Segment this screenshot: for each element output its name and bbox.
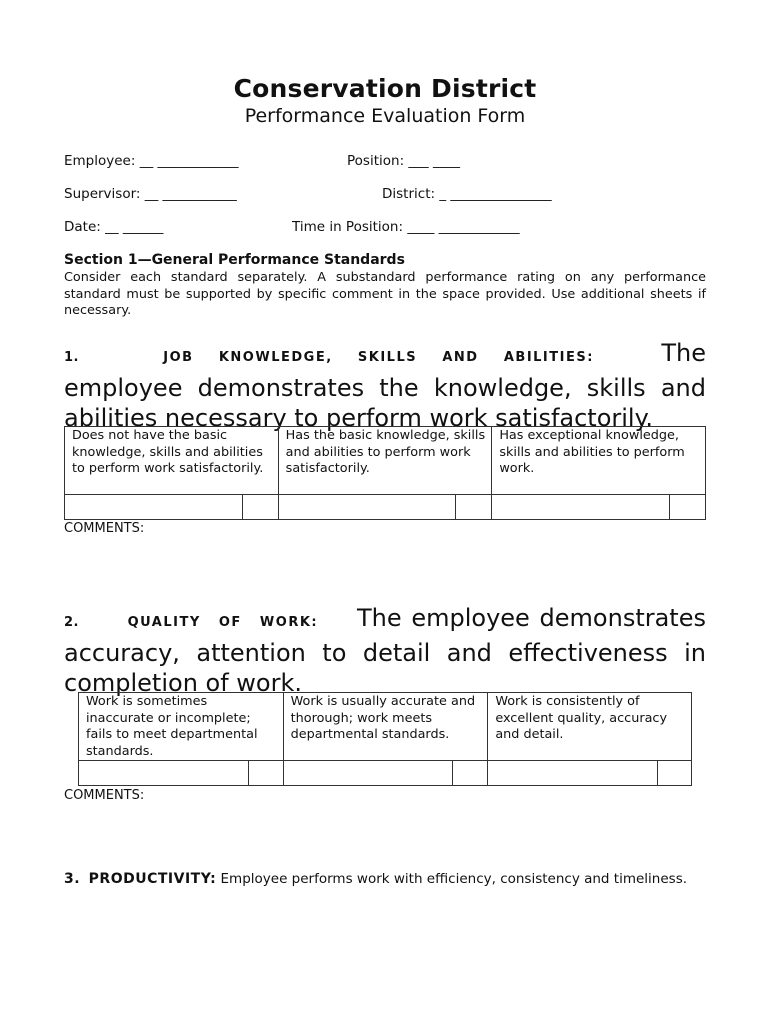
document-title: Conservation District bbox=[233, 74, 537, 103]
rating-description: Work is usually accurate and thorough; work meets departmental standards. bbox=[283, 693, 488, 761]
rating-description: Has exceptional knowledge, skills and abilities to perform work. bbox=[492, 427, 706, 495]
position-field[interactable]: Position: ___ ____ bbox=[347, 153, 460, 169]
district-field[interactable]: District: _ _______________ bbox=[382, 186, 552, 202]
rating-checkbox[interactable] bbox=[658, 761, 692, 786]
rating-table-2 bbox=[78, 692, 692, 786]
rating-entry-cell[interactable] bbox=[79, 761, 249, 786]
supervisor-field[interactable]: Supervisor: __ ___________ bbox=[64, 186, 237, 202]
rating-entry-cell[interactable] bbox=[65, 495, 243, 520]
criterion-number: 3. bbox=[64, 871, 81, 887]
time-in-position-field[interactable]: Time in Position: ____ ____________ bbox=[292, 219, 520, 235]
criterion-text: The employee demonstrates accuracy, attention to detail and effectiveness in completion of work. bbox=[64, 604, 706, 697]
criterion-label: PRODUCTIVITY: bbox=[88, 871, 217, 887]
rating-checkbox[interactable] bbox=[670, 495, 706, 520]
rating-description: Does not have the basic knowledge, skills and abilities to perform work satisfactorily. bbox=[65, 427, 279, 495]
criterion-1 bbox=[64, 338, 706, 433]
rating-entry-cell[interactable] bbox=[278, 495, 456, 520]
criterion-number: 1. bbox=[64, 350, 79, 365]
criterion-2 bbox=[64, 603, 706, 698]
date-field[interactable]: Date: __ ______ bbox=[64, 219, 164, 235]
document-subtitle: Performance Evaluation Form bbox=[244, 105, 526, 127]
rating-checkbox[interactable] bbox=[248, 761, 283, 786]
rating-table-1 bbox=[64, 426, 706, 520]
comments-label: COMMENTS: bbox=[64, 521, 145, 536]
criterion-number: 2. bbox=[64, 615, 79, 630]
section-heading: Section 1—General Performance Standards bbox=[64, 252, 405, 268]
section-instructions: Consider each standard separately. A substandard performance rating on any performance standard must be supported by specific comment in the space provided. Use additional sheets if necessary. bbox=[64, 270, 706, 318]
comments-label: COMMENTS: bbox=[64, 788, 145, 803]
rating-description: Work is sometimes inaccurate or incomplete; fails to meet departmental standards. bbox=[79, 693, 284, 761]
rating-entry-cell[interactable] bbox=[283, 761, 453, 786]
rating-description: Work is consistently of excellent quality, accuracy and detail. bbox=[488, 693, 692, 761]
rating-checkbox[interactable] bbox=[456, 495, 492, 520]
criterion-label: QUALITY OF WORK: bbox=[127, 615, 319, 630]
rating-entry-cell[interactable] bbox=[488, 761, 658, 786]
employee-field[interactable]: Employee: __ ____________ bbox=[64, 153, 239, 169]
rating-checkbox[interactable] bbox=[242, 495, 278, 520]
rating-description: Has the basic knowledge, skills and abilities to perform work satisfactorily. bbox=[278, 427, 492, 495]
criterion-text: The employee demonstrates the knowledge, skills and abilities necessary to perform work satisfactorily. bbox=[64, 339, 707, 432]
criterion-label: JOB KNOWLEDGE, SKILLS AND ABILITIES: bbox=[163, 350, 594, 365]
criterion-3 bbox=[64, 871, 687, 887]
criterion-text: Employee performs work with efficiency, consistency and timeliness. bbox=[220, 871, 688, 887]
rating-entry-cell[interactable] bbox=[492, 495, 670, 520]
rating-checkbox[interactable] bbox=[453, 761, 488, 786]
